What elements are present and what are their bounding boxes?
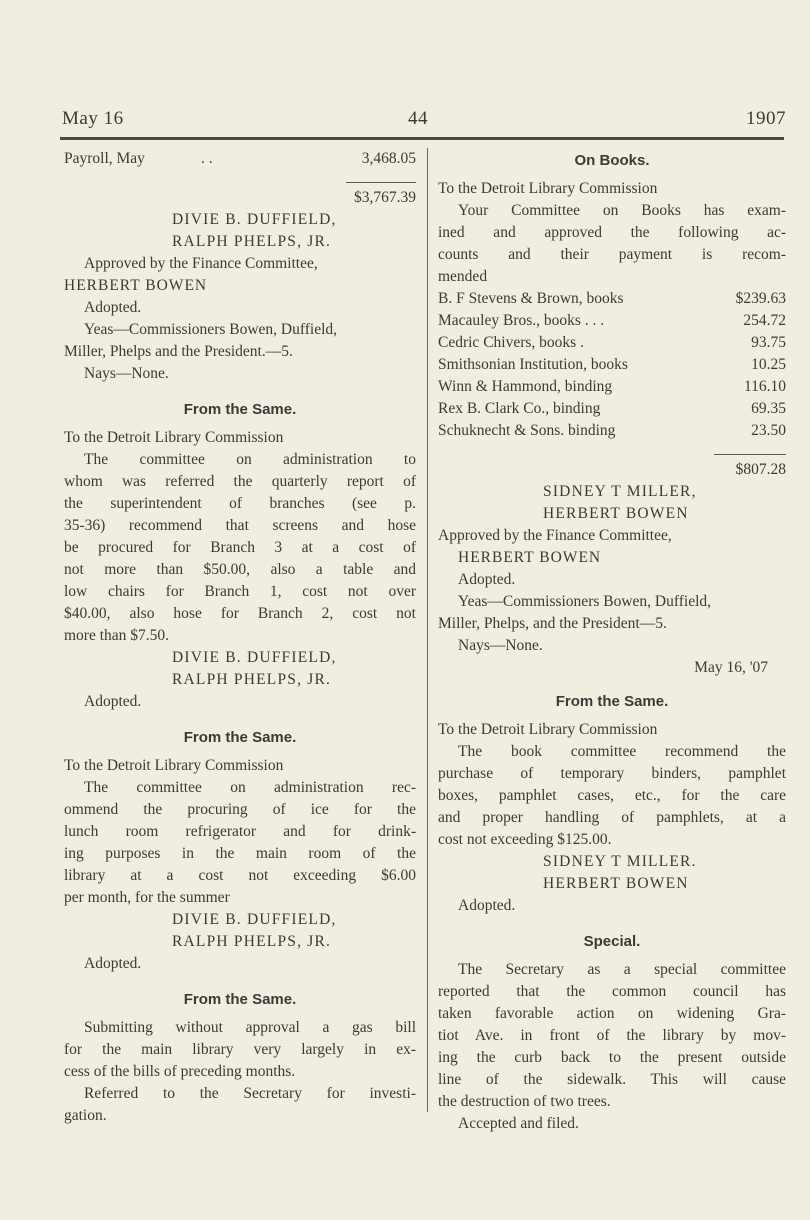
account-amount: 10.25	[751, 356, 786, 373]
body-line: taken favorable action on widening Gra-	[438, 1005, 786, 1022]
body-line: cess of the bills of preceding months.	[64, 1063, 296, 1080]
signature-line: DIVIE B. DUFFIELD,	[172, 211, 337, 228]
yeas-line: Yeas—Commissioners Bowen, Duffield,	[458, 593, 712, 610]
body-line: 35-36) recommend that screens and hose	[64, 517, 416, 534]
body-line: not more than $50.00, also a table and	[64, 561, 416, 578]
body-line: mended	[438, 268, 488, 285]
body-line: ommend the procuring of ice for the	[64, 801, 416, 818]
section-heading: From the Same.	[555, 693, 669, 710]
body-line: purchase of temporary binders, pamphlet	[438, 765, 786, 782]
books-total: $807.28	[735, 461, 786, 478]
account-row	[438, 332, 786, 354]
payroll-dots: . .	[200, 150, 213, 167]
signature-line: RALPH PHELPS, JR.	[172, 233, 332, 250]
body-line: more than $7.50.	[64, 627, 170, 644]
body-line: Your Committee on Books has exam-	[458, 202, 786, 219]
section-heading: Special.	[583, 933, 641, 950]
left-total: $3,767.39	[354, 189, 416, 206]
adopted-label: Adopted.	[84, 299, 142, 316]
body-line: and proper handling of pamphlets, at a	[438, 809, 786, 826]
body-line: tiot Ave. in front of the library by mov-	[438, 1027, 786, 1044]
account-amount: 93.75	[751, 334, 786, 351]
account-amount: 69.35	[751, 400, 786, 417]
signature-line: RALPH PHELPS, JR.	[172, 671, 332, 688]
body-line: The book committee recommend the	[458, 743, 786, 760]
approval-line: Approved by the Finance Committee,	[438, 527, 672, 544]
body-line: cost not exceeding $125.00.	[438, 831, 612, 848]
payroll-line	[64, 148, 416, 170]
header-year: 1907	[746, 108, 786, 129]
body-line: gation.	[64, 1107, 107, 1124]
body-line: Referred to the Secretary for investi-	[84, 1085, 416, 1102]
account-name: Schuknecht & Sons. binding	[438, 422, 616, 439]
yeas-line: Miller, Phelps, and the President—5.	[438, 615, 667, 632]
body-line: The committee on administration rec-	[84, 779, 416, 796]
yeas-line: Miller, Phelps and the President.—5.	[64, 343, 293, 360]
signature-line: HERBERT BOWEN	[543, 875, 689, 892]
section-heading: From the Same.	[183, 991, 297, 1008]
account-row	[438, 354, 786, 376]
header-date: May 16	[62, 108, 124, 129]
section-heading: From the Same.	[183, 401, 297, 418]
body-line: be procured for Branch 3 at a cost of	[64, 539, 416, 556]
account-name: Smithsonian Institution, books	[438, 356, 628, 373]
body-line: lunch room refrigerator and for drink-	[64, 823, 416, 840]
section-heading: From the Same.	[183, 729, 297, 746]
approver-name: HERBERT BOWEN	[64, 277, 208, 294]
body-line: The committee on administration to	[84, 451, 416, 468]
account-row	[438, 398, 786, 420]
account-row	[438, 376, 786, 398]
body-line: whom was referred the quarterly report of	[64, 473, 416, 490]
date-line: May 16, '07	[694, 659, 768, 676]
right-column	[438, 148, 786, 1135]
nays-line: Nays—None.	[458, 637, 543, 654]
body-line: ing purposes in the main room of the	[64, 845, 416, 862]
total-rule	[346, 182, 416, 183]
adopted-label: Adopted.	[458, 897, 516, 914]
body-line: counts and their payment is recom-	[438, 246, 786, 263]
signature-line: DIVIE B. DUFFIELD,	[172, 649, 337, 666]
account-amount: $239.63	[735, 290, 786, 307]
signature-line: HERBERT BOWEN	[543, 505, 689, 522]
account-amount: 23.50	[751, 422, 786, 439]
addressee: To the Detroit Library Commission	[64, 757, 284, 774]
body-line: per month, for the summer	[64, 889, 230, 906]
body-line: low chairs for Branch 1, cost not over	[64, 583, 416, 600]
signature-line: RALPH PHELPS, JR.	[172, 933, 332, 950]
adopted-label: Adopted.	[458, 571, 516, 588]
body-line: for the main library very largely in ex-	[64, 1041, 416, 1058]
body-line: Submitting without approval a gas bill	[84, 1019, 416, 1036]
header-rule	[60, 137, 784, 140]
addressee: To the Detroit Library Commission	[438, 721, 658, 738]
signature-line: SIDNEY T MILLER.	[543, 853, 697, 870]
body-line: boxes, pamphlet cases, etc., for the care	[438, 787, 786, 804]
accepted-line: Accepted and filed.	[458, 1115, 579, 1132]
addressee: To the Detroit Library Commission	[438, 180, 658, 197]
account-name: Winn & Hammond, binding	[438, 378, 613, 395]
page-number: 44	[408, 108, 428, 129]
account-row	[438, 420, 786, 442]
account-row	[438, 310, 786, 332]
section-heading: On Books.	[574, 152, 650, 169]
body-line: The Secretary as a special committee	[458, 961, 786, 978]
account-name: Macauley Bros., books . . .	[438, 312, 605, 329]
approver-name: HERBERT BOWEN	[458, 549, 602, 566]
account-row	[438, 288, 786, 310]
body-line: the destruction of two trees.	[438, 1093, 611, 1110]
payroll-label: Payroll, May	[64, 150, 145, 167]
column-divider	[427, 148, 428, 1112]
body-line: ing the curb back to the present outside	[438, 1049, 786, 1066]
total-rule	[714, 454, 786, 455]
adopted-label: Adopted.	[84, 955, 142, 972]
body-line: the superintendent of branches (see p.	[64, 495, 416, 512]
body-line: line of the sidewalk. This will cause	[438, 1071, 786, 1088]
payroll-amount: 3,468.05	[361, 150, 416, 167]
account-amount: 254.72	[743, 312, 786, 329]
account-name: Cedric Chivers, books .	[438, 334, 584, 351]
nays-line: Nays—None.	[84, 365, 169, 382]
account-amount: 116.10	[743, 378, 786, 395]
approval-line: Approved by the Finance Committee,	[84, 255, 318, 272]
body-line: $40.00, also hose for Branch 2, cost not	[64, 605, 416, 622]
account-name: Rex B. Clark Co., binding	[438, 400, 601, 417]
yeas-line: Yeas—Commissioners Bowen, Duffield,	[84, 321, 338, 338]
body-line: ined and approved the following ac-	[438, 224, 786, 241]
adopted-label: Adopted.	[84, 693, 142, 710]
body-line: library at a cost not exceeding $6.00	[64, 867, 416, 884]
addressee: To the Detroit Library Commission	[64, 429, 284, 446]
body-line: reported that the common council has	[438, 983, 786, 1000]
signature-line: DIVIE B. DUFFIELD,	[172, 911, 337, 928]
signature-line: SIDNEY T MILLER,	[543, 483, 697, 500]
left-column	[64, 148, 416, 1127]
account-name: B. F Stevens & Brown, books	[438, 290, 624, 307]
